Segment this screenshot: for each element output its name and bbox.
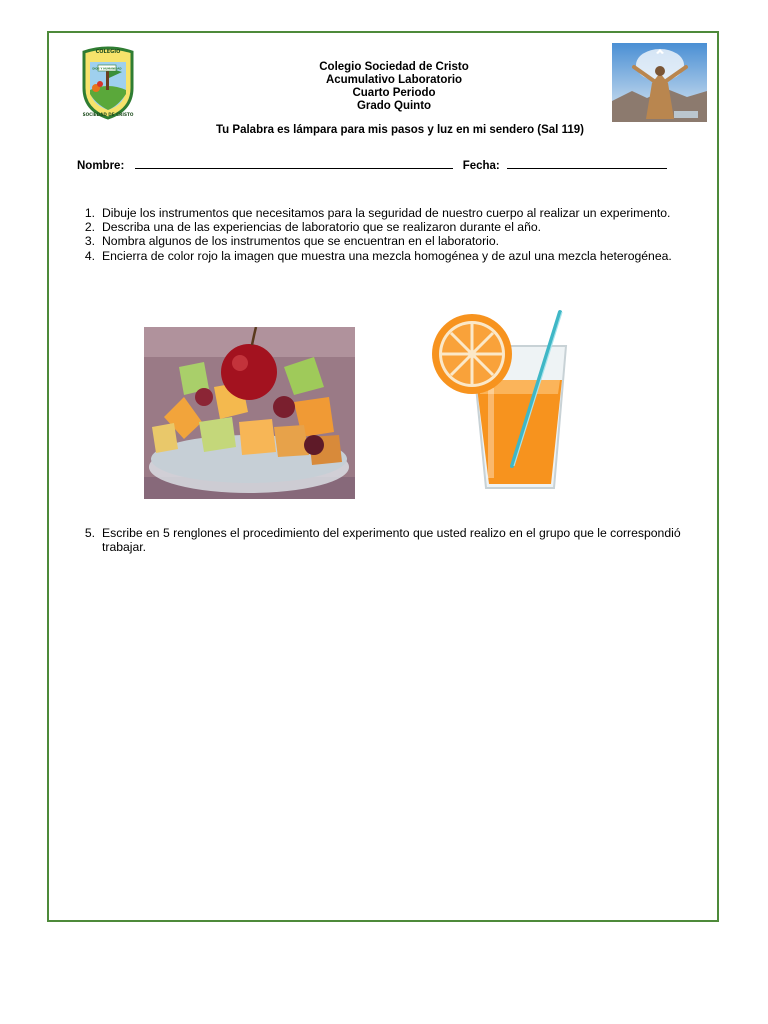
- questions-list: [77, 206, 717, 263]
- logo-banner-text: DIOS Y HUMANIDAD: [92, 67, 122, 71]
- question-4: [77, 249, 717, 263]
- orange-juice-image: [430, 308, 570, 496]
- school-logo: [78, 44, 138, 120]
- question-text: Escribe en 5 renglones el procedimiento del experimento que usted realizo en el grupo que le correspondió trabajar.: [102, 526, 681, 555]
- header: [244, 61, 544, 113]
- name-field[interactable]: [135, 158, 453, 169]
- question-2: [77, 220, 717, 234]
- date-label: Fecha:: [462, 160, 500, 172]
- period: Cuarto Periodo: [352, 87, 436, 99]
- question-number: 5.: [84, 526, 95, 540]
- question-1: [77, 206, 717, 220]
- religious-image: [612, 43, 707, 122]
- fruit-salad-image: [144, 327, 355, 499]
- question-5: [77, 526, 717, 554]
- name-label: Nombre:: [77, 160, 125, 172]
- question-number: 2.: [84, 220, 95, 235]
- question-3: [77, 234, 717, 248]
- logo-top-text: COLEGIO: [95, 49, 121, 55]
- question-text: Describa una de las experiencias de laboratorio que se realizaron durante el año.: [102, 220, 542, 235]
- question-number: 4.: [84, 248, 95, 263]
- question-text: Nombra algunos de los instrumentos que se encuentran en el laboratorio.: [102, 234, 500, 249]
- question-text: Encierra de color rojo la imagen que muestra una mezcla homogénea y de azul una mezcla heterogénea.: [102, 248, 672, 263]
- school-name: Colegio Sociedad de Cristo: [319, 61, 469, 73]
- exam-title: Acumulativo Laboratorio: [325, 74, 463, 86]
- logo-bottom-text: SOCIEDAD DE CRISTO: [82, 112, 134, 117]
- grade: Grado Quinto: [356, 100, 432, 112]
- question-text: Dibuje los instrumentos que necesitamos para la seguridad de nuestro cuerpo al realizar un experimento.: [102, 206, 671, 220]
- question-number: 3.: [84, 234, 95, 249]
- motto: Tu Palabra es lámpara para mis pasos y luz en mi sendero (Sal 119): [216, 124, 584, 136]
- date-field[interactable]: [507, 158, 667, 169]
- name-date-line: [77, 158, 667, 172]
- question-number: 1.: [84, 206, 95, 220]
